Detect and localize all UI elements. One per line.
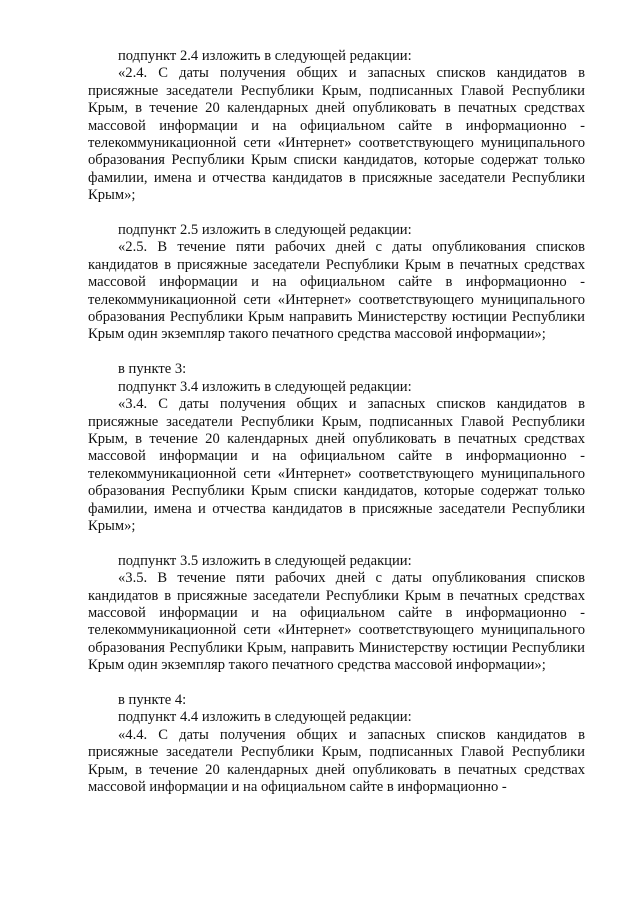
amendment-intro: подпункт 4.4 изложить в следующей редакции: (118, 709, 412, 726)
amendment-text: «2.4. С даты получения общих и запасных списков кандидатов в присяжные заседатели Республики Крым, подписанных Главой Республики Крым, в течение 20 календарных дней опубликовать в печатных средствах массовой информации и на официальном сайте в информационно - телекоммуникационной сети «Интернет» соответствующего муниципального образования Республики Крым списки кандидатов, которые содержат только фамилии, имена и отчества кандидатов в присяжные заседатели Республики Крым»; (88, 65, 585, 204)
section-heading: в пункте 4: (118, 691, 187, 708)
amendment-block-3-5 (88, 553, 585, 675)
amendment-intro: подпункт 3.4 изложить в следующей редакции: (118, 378, 412, 395)
document-body (88, 48, 585, 814)
amendment-text: «3.5. В течение пяти рабочих дней с даты опубликования списков кандидатов в присяжные заседатели Республики Крым в печатных средствах массовой информации и на официальном сайте в информационно - телекоммуникационной сети «Интернет» соответствующего муниципального образования Республики Крым, направить Министерству юстиции Республики Крым один экземпляр такого печатного средства массовой информации»; (88, 570, 585, 674)
amendment-block-2-4 (88, 48, 585, 205)
amendment-block-2-5 (88, 222, 585, 344)
amendment-intro: подпункт 2.4 изложить в следующей редакции: (118, 48, 412, 64)
amendment-intro: подпункт 3.5 изложить в следующей редакции: (118, 552, 412, 569)
amendment-block-4-4 (88, 692, 585, 796)
amendment-text: «3.4. С даты получения общих и запасных списков кандидатов в присяжные заседатели Республики Крым, подписанных Главой Республики Крым, в течение 20 календарных дней опубликовать в печатных средствах массовой информации и на официальном сайте в информационно - телекоммуникационной сети «Интернет» соответствующего муниципального образования Республики Крым списки кандидатов, которые содержат только фамилии, имена и отчества кандидатов в присяжные заседатели Республики Крым»; (88, 396, 585, 534)
section-heading: в пункте 3: (118, 361, 187, 378)
amendment-intro: подпункт 2.5 изложить в следующей редакции: (118, 222, 412, 239)
amendment-block-3-4 (88, 361, 585, 535)
amendment-text: «4.4. С даты получения общих и запасных списков кандидатов в присяжные заседатели Республики Крым, подписанных Главой Республики Крым, в течение 20 календарных дней опубликовать в печатных средствах массовой информации и на официальном сайте в информационно - (88, 726, 585, 795)
amendment-text: «2.5. В течение пяти рабочих дней с даты опубликования списков кандидатов в присяжные заседатели Республики Крым в печатных средствах массовой информации и на официальном сайте в информационно - телекоммуникационной сети «Интернет» соответствующего муниципального образования Республики Крым направить Министерству юстиции Республики Крым один экземпляр такого печатного средства массовой информации»; (88, 239, 585, 343)
